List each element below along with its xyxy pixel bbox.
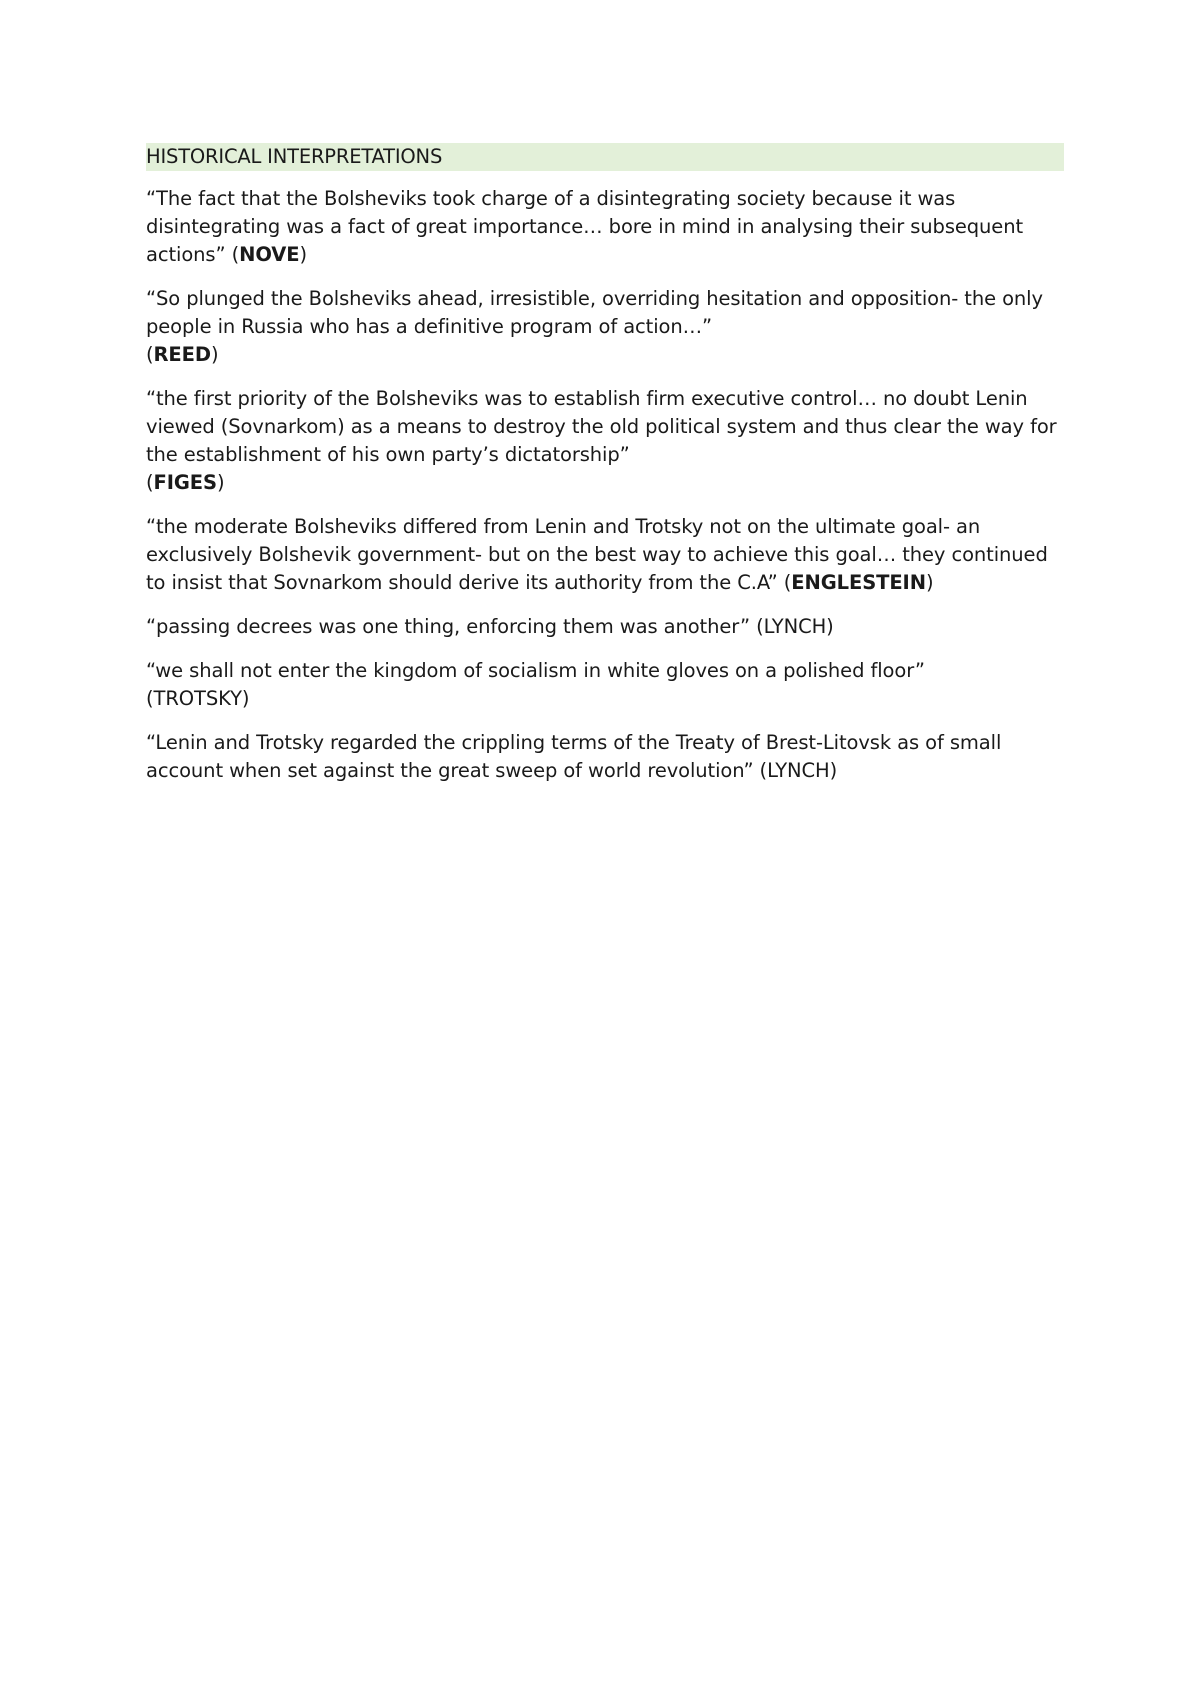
quote-lynch-brest-litovsk: “Lenin and Trotsky regarded the crippling terms of the Treaty of Brest-Litovsk as of small account when set against the great sweep of world revolution” (LYNCH) xyxy=(146,731,1002,782)
quote-figes: “the first priority of the Bolsheviks was to establish firm executive control… no doubt Lenin viewed (Sovnarkom) as a means to destroy the old political system and thus clear the way for the establishment of his own party’s dictatorship” (FIGES) xyxy=(146,387,1057,494)
quote-author: REED xyxy=(153,343,211,366)
document-page xyxy=(146,143,1064,801)
quote-author: LYNCH xyxy=(763,615,827,638)
quote-trotsky: “we shall not enter the kingdom of socialism in white gloves on a polished floor” (TROTSKY) xyxy=(146,659,925,710)
quote-text: “Lenin and Trotsky regarded the crippling terms of the Treaty of Brest-Litovsk as of small account when set against the great sweep of world revolution” xyxy=(146,731,1002,782)
quote-text: “So plunged the Bolsheviks ahead, irresistible, overriding hesitation and opposition- the only people in Russia who has a definitive program of action…” xyxy=(146,287,1043,338)
section-heading: HISTORICAL INTERPRETATIONS xyxy=(146,143,1064,171)
quote-author: LYNCH xyxy=(767,759,830,782)
quote-englestein: “the moderate Bolsheviks differed from Lenin and Trotsky not on the ultimate goal- an exclusively Bolshevik government- but on the best way to achieve this goal… they continued to insist that Sovnarkom should derive its authority from the C.A” (ENGLESTEIN) xyxy=(146,515,1048,594)
quote-text: “the moderate Bolsheviks differed from Lenin and Trotsky not on the ultimate goal- an exclusively Bolshevik government- but on the best way to achieve this goal… they continued to insist that Sovnarkom should derive its authority from the C.A” xyxy=(146,515,1048,594)
quote-author: FIGES xyxy=(153,471,217,494)
quote-author: TROTSKY xyxy=(153,687,242,710)
quote-reed: “So plunged the Bolsheviks ahead, irresistible, overriding hesitation and opposition- the only people in Russia who has a definitive program of action…” (REED) xyxy=(146,287,1043,366)
quote-lynch-decrees: “passing decrees was one thing, enforcing them was another” (LYNCH) xyxy=(146,615,834,638)
quote-text: “we shall not enter the kingdom of socialism in white gloves on a polished floor” xyxy=(146,659,925,682)
quote-nove: “The fact that the Bolsheviks took charge of a disintegrating society because it was disintegrating was a fact of great importance… bore in mind in analysing their subsequent actions” (NOVE) xyxy=(146,187,1024,266)
quote-text: “passing decrees was one thing, enforcing them was another” xyxy=(146,615,750,638)
quote-text: “the first priority of the Bolsheviks was to establish firm executive control… no doubt Lenin viewed (Sovnarkom) as a means to destroy the old political system and thus clear the way for the establishment of his own party’s dictatorship” xyxy=(146,387,1057,466)
quote-text: “The fact that the Bolsheviks took charge of a disintegrating society because it was disintegrating was a fact of great importance… bore in mind in analysing their subsequent actions” xyxy=(146,187,1024,266)
quote-author: NOVE xyxy=(239,243,300,266)
quote-author: ENGLESTEIN xyxy=(791,571,926,594)
